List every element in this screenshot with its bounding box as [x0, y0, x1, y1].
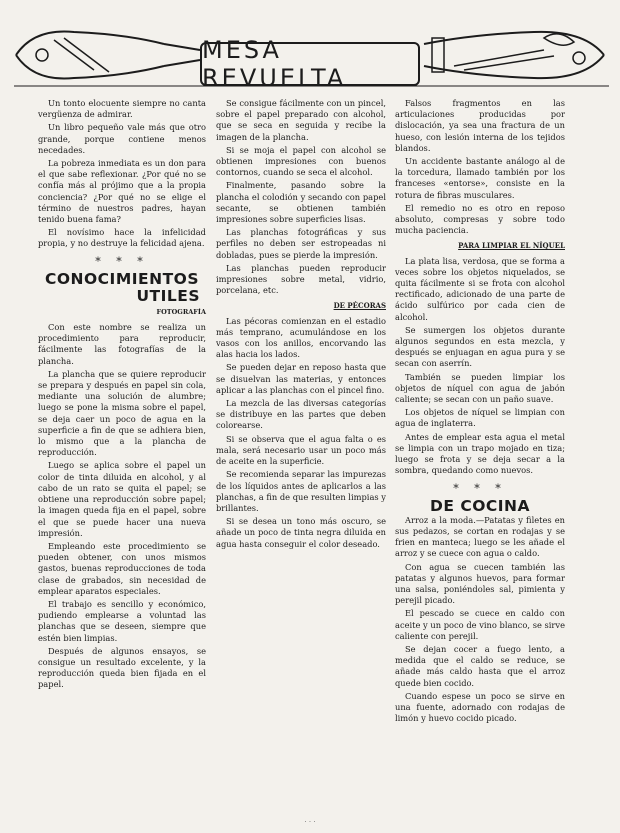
paragraph: Si se desea un tono más oscuro, se añade un poco de tinta negra diluida en agua hasta conseguir el color deseado. — [216, 516, 386, 549]
paragraph: Se dejan cocer a fuego lento, a medida que el caldo se reduce, se añade más caldo hasta que el arroz quede bien cocido. — [395, 643, 565, 688]
paragraph: La plata lisa, verdosa, que se forma a veces sobre los objetos niquelados, se quita fácilmente si se frota con alcohol rectificado, adicionado de una parte de ácido sulfúrico por cada cien de alcohol. — [395, 255, 565, 322]
paragraph: Las planchas pueden reproducir impresiones sobre metal, vidrio, porcelana, etc. — [216, 262, 386, 296]
paragraph: Se recomienda separar las impurezas de los líquidos antes de aplicarlos a las planchas, a fin de que resulten limpias y brillantes. — [216, 469, 386, 513]
paragraph: El novísimo hace la infelicidad propia, y no destruye la felicidad ajena. — [38, 227, 206, 249]
paragraph: El pescado se cuece en caldo con aceite y un poco de vino blanco, se sirve caliente con perejil. — [395, 608, 565, 641]
section-title-box — [200, 36, 420, 92]
section-separator: * * * — [95, 254, 149, 268]
paragraph: Los objetos de níquel se limpian con agua de inglaterra. — [395, 407, 565, 429]
subsection-heading: PARA LIMPIAR EL NÍQUEL — [458, 241, 565, 251]
paragraph: Luego se aplica sobre el papel un color de tinta diluida en alcohol, y al cabo de un rato se quita el papel; se obtiene una reproducción sobre papel; la imagen queda fija en el papel, sobre el que se puede hacer una nueva impresión. — [38, 460, 206, 538]
section-heading: DE COCINA — [429, 496, 530, 515]
paragraph: La plancha que se quiere reproducir se prepara y después en papel sin cola, mediante una solución de alumbre; luego se pone la misma sobre el papel, se deja caer un poco de agua en la superficie a fin de que se adhiera bien, lo mismo que a la plancha de reproducción. — [38, 368, 206, 458]
paragraph: Se sumergen los objetos durante algunos segundos en esta mezcla, y después se enjuagan en agua pura y se secan con aserrín. — [395, 324, 565, 369]
paragraph: Con agua se cuecen también las patatas y algunos huevos, para formar una salsa, poniéndoles sal, pimienta y perejil picado. — [395, 561, 565, 606]
paragraph: Arroz a la moda.—Patatas y filetes en sus pedazos, se cortan en rodajas y se frien en manteca; luego se les añade el arroz y se cuece con agua o caldo. — [395, 514, 565, 559]
subsection-heading: DE PÉCORAS — [333, 301, 386, 311]
heading-line-1: CONOCIMIENTOS — [44, 269, 199, 288]
section-separator: * * * — [453, 481, 507, 495]
paragraph: El remedio no es otro en reposo absoluto, compresas y sobre todo mucha paciencia. — [395, 202, 565, 236]
paragraph: Antes de emplear esta agua el metal se limpia con un trapo mojado en tiza; luego se frota y se deja secar a la sombra, quedando como nuevos. — [395, 431, 565, 476]
paragraph: Se consigue fácilmente con un pincel, sobre el papel preparado con alcohol, que se seca en seguida y recibe la imagen de la plancha. — [216, 98, 386, 142]
paragraph: Se pueden dejar en reposo hasta que se disuelvan las materias, y entonces aplicar a las planchas con el pincel fino. — [216, 362, 386, 395]
paragraph: Falsos fragmentos en las articulaciones producidas por dislocación, ya sea una fractura de un hueso, con lesión interna de los tejidos blandos. — [395, 98, 565, 153]
paragraph: Finalmente, pasando sobre la plancha el colodión y secando con papel secante, se obtienen también impresiones sobre superficies lisas. — [216, 180, 386, 225]
paragraph: Si se observa que el agua falta o es mala, será necesario usar un poco más de aceite en la superficie. — [216, 433, 386, 467]
heading-line-2: UTILES — [136, 286, 200, 305]
paragraph: Si se moja el papel con alcohol se obtienen impresiones con buenos contornos, cuando se seca el alcohol. — [216, 144, 386, 178]
paragraph: El trabajo es sencillo y económico, pudiendo emplearse a voluntad las planchas que se deseen, siempre que estén bien limpias. — [38, 598, 206, 643]
paragraph: Con este nombre se realiza un procedimiento para reproducir, fácilmente las fotografías de la plancha. — [38, 322, 206, 366]
header-banner — [14, 20, 609, 90]
column-left — [38, 98, 206, 693]
paragraph: Las planchas fotográficas y sus perfiles no deben ser estropeadas ni dobladas, pues se pierde la impresión. — [216, 227, 386, 260]
paragraph: Un libro pequeño vale más que otro grande, porque contiene menos necedades. — [38, 122, 206, 155]
paragraph: Un accidente bastante análogo al de la torcedura, llamado también por los franceses «entorse», consiste en la rotura de fibras musculares. — [395, 156, 565, 200]
paragraph: Después de algunos ensayos, se consigue un resultado excelente, y la reproducción queda bien fijada en el papel. — [38, 645, 206, 690]
paragraph: La mezcla de las diversas categorías se distribuye en las partes que deben colorearse. — [216, 398, 386, 431]
column-middle — [216, 98, 386, 552]
paragraph: También se pueden limpiar los objetos de níquel con agua de jabón caliente; se secan con un paño suave. — [395, 371, 565, 405]
section-heading — [38, 271, 206, 305]
paragraph: Empleando este procedimiento se pueden obtener, con unos mismos gastos, buenas reproducciones de toda clase de grabados, sin necesidad de emplear aparatos especiales. — [38, 540, 206, 596]
paragraph: Las pécoras comienzan en el estadio más temprano, acumulándose en los vasos con los anillos, encorvando las alas hacia los lados. — [216, 315, 386, 360]
paragraph: Cuando espese un poco se sirve en una fuente, adornado con rodajas de limón y huevo cocido picado. — [395, 690, 565, 724]
subsection-label: FOTOGRAFÍA — [156, 307, 206, 316]
section-title: MESA REVUELTA — [202, 36, 347, 92]
page-footer: · · · — [304, 818, 316, 826]
paragraph: La pobreza inmediata es un don para el que sabe reflexionar. ¿Por qué no se confía más al prójimo que a la propia conciencia? ¿Por qué no se elige el término de nuestros padres, hayan tenido buena fama? — [38, 158, 206, 225]
paragraph: Un tonto elocuente siempre no canta vergüenza de admirar. — [38, 98, 206, 120]
column-right — [395, 98, 565, 726]
